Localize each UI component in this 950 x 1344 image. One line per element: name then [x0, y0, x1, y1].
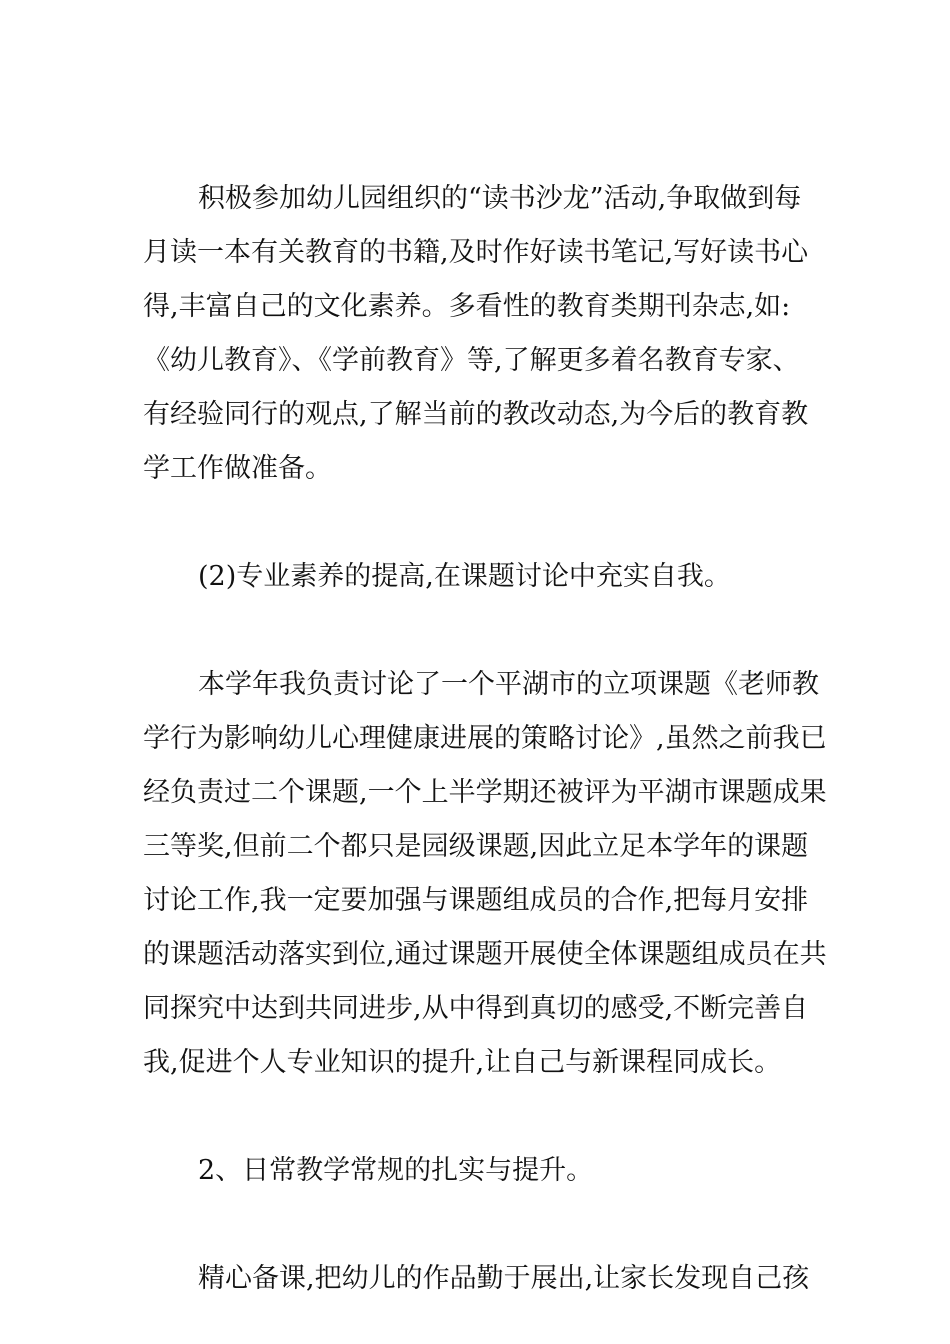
text-line: 我,促进个人专业知识的提升,让自己与新课程同成长。	[143, 1047, 782, 1078]
text-line: 的课题活动落实到位,通过课题开展使全体课题组成员在共	[143, 939, 827, 970]
text-line: 本学年我负责讨论了一个平湖市的立项课题《老师教	[198, 669, 819, 700]
text-line: 2、日常教学常规的扎实与提升。	[198, 1155, 594, 1186]
text-line: 得,丰富自己的文化素养。多看性的教育类期刊杂志,如:	[143, 291, 791, 322]
text-line: 学行为影响幼儿心理健康进展的策略讨论》,虽然之前我已	[143, 723, 827, 754]
text-line: 学工作做准备。	[143, 453, 332, 484]
text-line: 精心备课,把幼儿的作品勤于展出,让家长发现自己孩	[198, 1263, 810, 1294]
text-line: 同探究中达到共同进步,从中得到真切的感受,不断完善自	[143, 993, 809, 1024]
text-line: 讨论工作,我一定要加强与课题组成员的合作,把每月安排	[143, 885, 809, 916]
text-line: 有经验同行的观点,了解当前的教改动态,为今后的教育教	[143, 399, 809, 430]
text-line: 三等奖,但前二个都只是园级课题,因此立足本学年的课题	[143, 831, 809, 862]
text-line: 经负责过二个课题,一个上半学期还被评为平湖市课题成果	[143, 777, 827, 808]
text-line: 积极参加幼儿园组织的“读书沙龙”活动,争取做到每	[198, 183, 802, 214]
text-line: 月读一本有关教育的书籍,及时作好读书笔记,写好读书心	[143, 237, 809, 268]
text-line: (2)专业素养的提高,在课题讨论中充实自我。	[198, 561, 731, 592]
text-line: 《幼儿教育》、《学前教育》等,了解更多着名教育专家、	[143, 345, 800, 376]
